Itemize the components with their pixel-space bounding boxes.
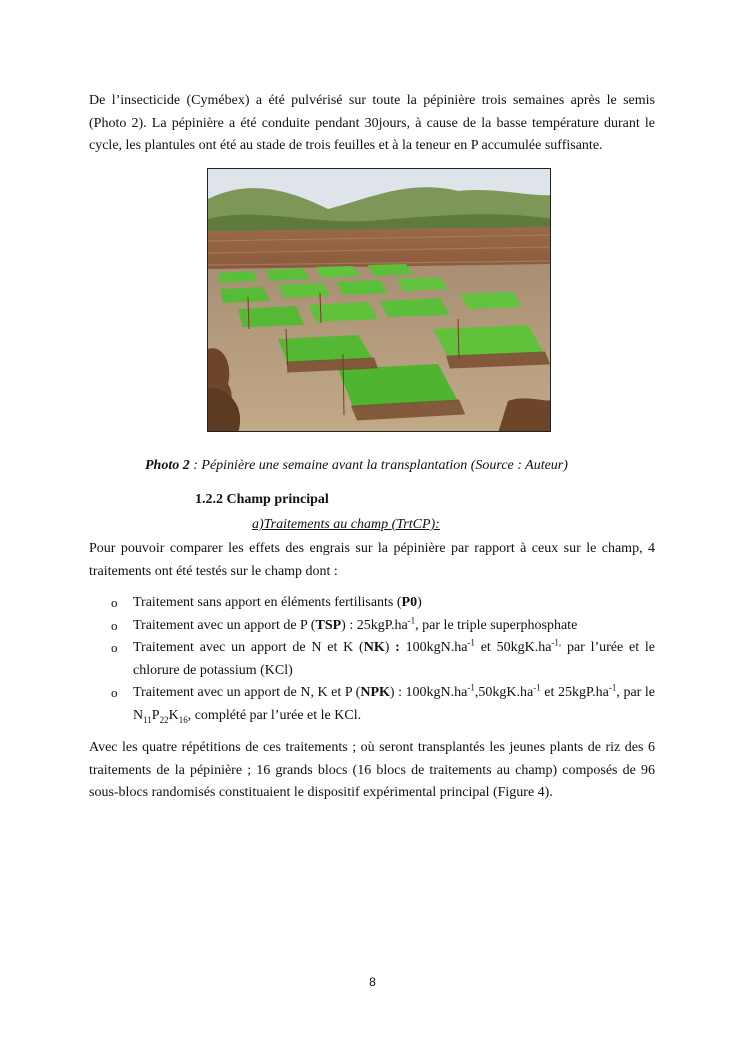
treatment-list [108, 592, 655, 727]
subheading: a)Traitements au champ (TrtCP): [252, 517, 440, 532]
nursery-photo [207, 168, 551, 432]
list-item: o Traitement sans apport en éléments fertilisants (P0) [108, 592, 655, 615]
bullet-icon: o [111, 640, 118, 655]
caption-text: : Pépinière une semaine avant la transplantation (Source : Auteur) [189, 458, 568, 473]
list-item: o Traitement avec un apport de P (TSP) : $25kgP.ha^{-1}$, par le triple superphosphate [108, 615, 655, 638]
bullet-icon: o [111, 595, 118, 610]
section-heading: 1.2.2 Champ principal [195, 492, 329, 507]
paragraph-intro-treatments: Pour pouvoir comparer les effets des engrais sur la pépinière par rapport à ceux sur le champ, 4 traitements ont été testés sur le champ dont : [89, 541, 655, 579]
paragraph-experimental-design: Avec les quatre répétitions de ces traitements ; où seront transplantés les jeunes plants de riz des 6 traitements de la pépinière ; 16 grands blocs (16 blocs de traitements au champ) composés de 96 sous-blocs randomisés constituaient le dispositif expérimental principal (Figure 4). [89, 740, 655, 800]
bullet-icon: o [111, 685, 118, 700]
photo-caption [145, 458, 568, 474]
caption-label: Photo 2 [145, 458, 190, 473]
bullet-icon: o [111, 617, 118, 633]
list-item: o Traitement avec un apport de N, K et P (NPK) : $100kgN.ha^{-1},50kgK.ha^{-1}$ et $25kgP.ha^{-1}$, par le $N_{11}P_{22}K_{16}$, complété par l’urée et le KCl. [111, 682, 655, 725]
paragraph-insecticide: De l’insecticide (Cymébex) a été pulvérisé sur toute la pépinière trois semaines après le semis (Photo 2). La pépinière a été conduite pendant 30jours, à cause de la basse température durant le cycle, les plantules ont été au stade de trois feuilles et à la teneur en P accumulée suffisante. [89, 93, 655, 153]
page-number: 8 [369, 975, 376, 989]
list-item: o Traitement avec un apport de N et K (NK) : $100kgN.ha^{-1}$ et $50kgK.ha^{-1,}$ par l’urée et le chlorure de potassium (KCl) [111, 637, 655, 678]
